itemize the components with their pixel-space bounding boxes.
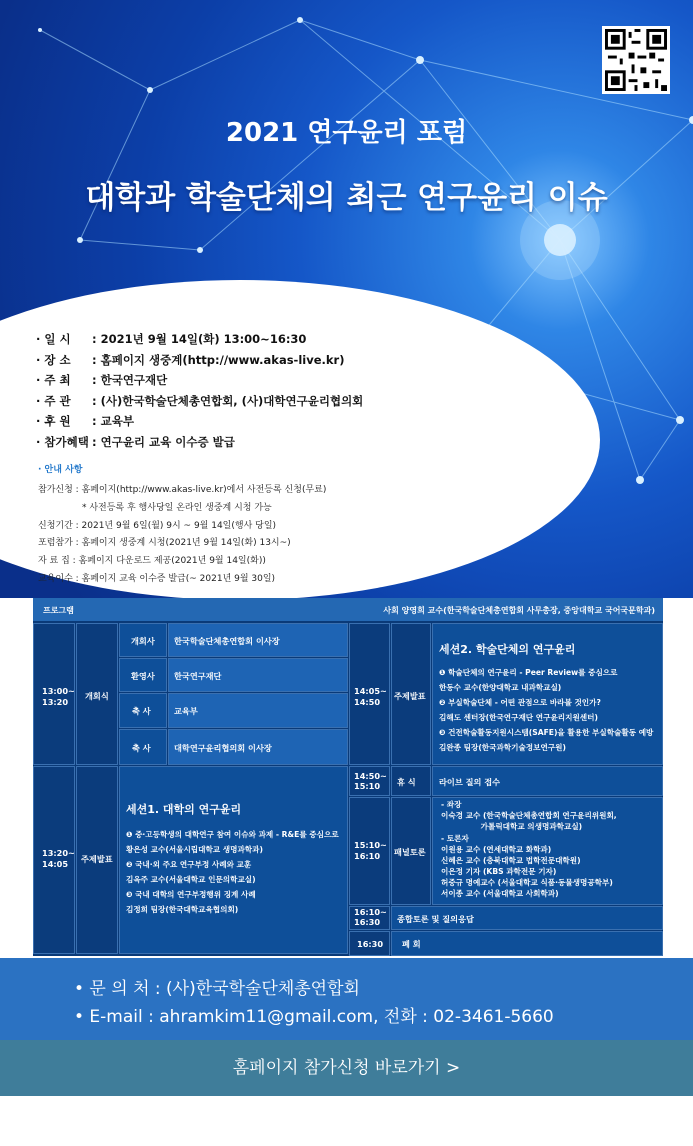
opening-name: 개회식 xyxy=(85,691,109,701)
qa-time: 16:10~ 16:30 xyxy=(354,907,387,927)
break-time: 14:50~ 15:10 xyxy=(354,771,387,791)
panel-line: - 토론자 xyxy=(441,834,469,843)
panel-line: 이은정 기자 (KBS 과학전문 기자) xyxy=(441,867,557,876)
notice-heading: · 안내 사항 xyxy=(38,465,83,475)
notice-row: 포럼참가 : 홈페이지 생중계 시청(2021년 9월 14일(화) 13시~) xyxy=(38,538,291,549)
session1-line: 김정희 팀장(한국대학교육협의회) xyxy=(126,905,239,914)
closing-time: 16:30 xyxy=(357,939,384,949)
session2-line: ❷ 부실학술단체 - 어떤 관점으로 바라볼 것인가? xyxy=(439,698,601,707)
session2-line: ❶ 학술단체의 연구윤리 - Peer Review를 중심으로 xyxy=(439,668,618,677)
opening-role: 축 사 xyxy=(132,706,151,716)
info-row-place: · 장 소 : 홈페이지 생중계(http://www.akas-live.kr) xyxy=(36,352,345,367)
program-label: 프로그램 xyxy=(43,606,74,615)
session2-time: 14:05~ 14:50 xyxy=(354,686,387,707)
break-desc: 라이브 질의 접수 xyxy=(439,777,501,787)
event-info-list xyxy=(36,331,363,454)
qa-desc: 종합토론 및 질의응답 xyxy=(397,914,474,924)
info-row-organizer: · 주 관 : (사)한국학술단체총연합회, (사)대학연구윤리협의회 xyxy=(36,393,364,408)
opening-time: 13:00~ 13:20 xyxy=(42,686,75,707)
opening-who: 한국연구재단 xyxy=(174,671,222,681)
contact-org: • 문 의 처 : (사)한국학술단체총연합회 xyxy=(74,979,360,999)
notice-row: 교육이수 : 홈페이지 교육 이수증 발급(~ 2021년 9월 30일) xyxy=(38,573,276,584)
session1-line: 김옥주 교수(서울대학교 인문의학교실) xyxy=(126,875,256,884)
opening-role: 축 사 xyxy=(132,743,151,753)
break-name: 휴 식 xyxy=(397,777,416,787)
program-moderator: 사회 양영희 교수(한국학술단체총연합회 사무총장, 중앙대학교 국어국문학과) xyxy=(383,606,655,615)
session1-line: ❶ 중·고등학생의 대학연구 참여 이슈와 과제 - R&E를 중심으로 xyxy=(126,830,339,839)
panel-line: 가톨릭대학교 의생명과학교실) xyxy=(441,822,583,831)
contact-section xyxy=(0,958,693,1040)
closing-name-cell xyxy=(391,931,663,956)
opening-who: 대학연구윤리협의회 이사장 xyxy=(174,743,272,753)
session1-line: ❸ 국내 대학의 연구부정행위 징계 사례 xyxy=(126,890,256,899)
notice-row: 신청기간 : 2021년 9월 6일(월) 9시 ~ 9월 14일(행사 당일) xyxy=(38,520,277,531)
session2-line: ❸ 건전학술활동지원시스템(SAFE)을 활용한 부실학술활동 예방 xyxy=(439,728,654,737)
panel-line: - 좌장 xyxy=(441,800,462,809)
opening-who: 한국학술단체총연합회 이사장 xyxy=(174,636,280,646)
info-row-host: · 주 최 : 한국연구재단 xyxy=(36,373,168,387)
panel-line: 서이종 교수 (서울대학교 사회학과) xyxy=(441,889,559,898)
session1-time: 13:20~ 14:05 xyxy=(42,848,75,869)
panel-line: 이숙경 교수 (한국학술단체총연합회 연구윤리위원회, xyxy=(441,811,617,820)
notice-row: 자 료 집 : 홈페이지 다운로드 제공(2021년 9월 14일(화)) xyxy=(38,556,266,567)
session2-name: 주제발표 xyxy=(394,691,426,701)
info-row-date: · 일 시 : 2021년 9월 14일(화) 13:00~16:30 xyxy=(36,332,307,346)
panel-line: 허중규 명예교수 (서울대학교 식품·동물생명공학부) xyxy=(441,878,613,887)
qr-code[interactable] xyxy=(602,26,670,94)
opening-role: 환영사 xyxy=(131,671,155,681)
register-homepage-button[interactable]: 홈페이지 참가신청 바로가기 > xyxy=(0,1040,693,1096)
session2-title: 세션2. 학술단체의 연구윤리 xyxy=(439,643,576,656)
session2-line: 한동수 교수(한양대학교 내과학교실) xyxy=(439,683,562,692)
info-row-benefit: · 참가혜택 : 연구윤리 교육 이수증 발급 xyxy=(36,434,235,449)
closing-name: 폐 회 xyxy=(402,939,421,949)
main-title: 대학과 학술단체의 최근 연구윤리 이슈 xyxy=(85,180,608,216)
notice-row: 참가신청 : 홈페이지(http://www.akas-live.kr)에서 사전등록 신청(무료) xyxy=(38,485,327,495)
notice-section xyxy=(38,462,326,589)
panel-time: 15:10~ 16:10 xyxy=(354,840,387,861)
qr-code-icon xyxy=(605,29,667,91)
forum-title: 2021 연구윤리 포럼 xyxy=(225,118,468,148)
panel-name: 패널토론 xyxy=(394,847,426,857)
session1-line: 황은성 교수(서울시립대학교 생명과학과) xyxy=(126,845,263,854)
program-table xyxy=(33,598,663,956)
session2-line: 김해도 센터장(한국연구재단 연구윤리지원센터) xyxy=(439,713,598,722)
contact-email-phone[interactable]: • E-mail : ahramkim11@gmail.com, 전화 : 02-3461-5660 xyxy=(74,1007,554,1027)
program-header-bar xyxy=(33,598,663,621)
panel-line: 이원용 교수 (연세대학교 화학과) xyxy=(441,845,552,854)
opening-who: 교육부 xyxy=(174,706,198,716)
session1-line: ❷ 국내·외 주요 연구부정 사례와 교훈 xyxy=(126,860,252,869)
opening-role: 개회사 xyxy=(131,636,155,646)
session2-line: 김완종 팀장(한국과학기술정보연구원) xyxy=(439,743,566,752)
session1-title: 세션1. 대학의 연구윤리 xyxy=(126,803,242,816)
panel-line: 신혜은 교수 (충북대학교 법학전문대학원) xyxy=(441,856,581,865)
session1-name: 주제발표 xyxy=(81,854,113,864)
notice-row: * 사전등록 후 행사당일 온라인 생중계 시청 가능 xyxy=(82,502,272,513)
info-row-sponsor: · 후 원 : 교육부 xyxy=(36,414,134,428)
